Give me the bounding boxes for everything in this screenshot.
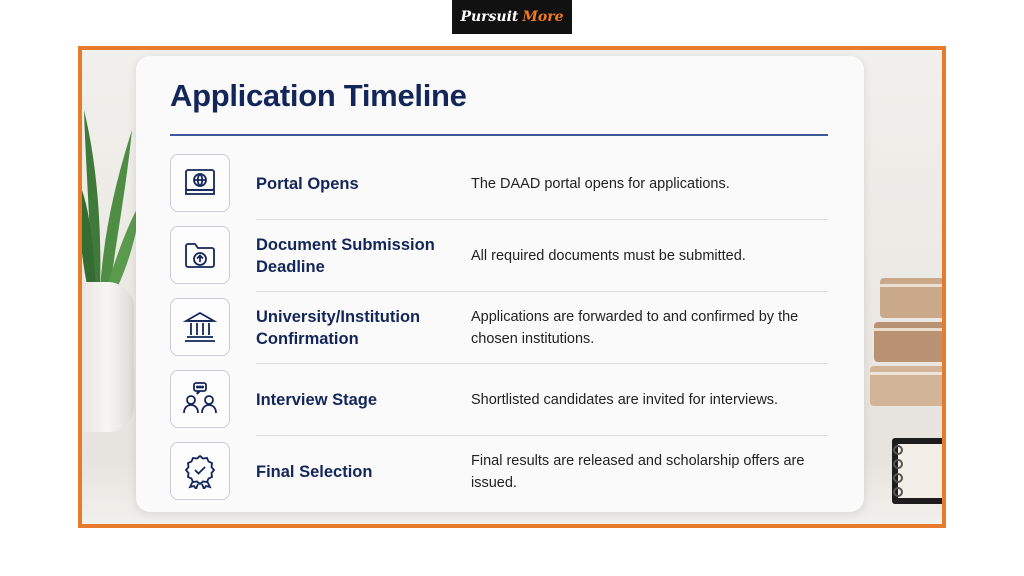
brand-name: Pursuit [460, 9, 519, 25]
brand-accent: More [522, 9, 564, 25]
row-title: Portal Opens [256, 175, 359, 193]
row-description: All required documents must be submitted. [471, 248, 746, 264]
university-building-icon [170, 298, 230, 356]
row-description: Applications are forwarded to and confirmed by the chosen institutions. [471, 309, 799, 347]
timeline-row [170, 148, 828, 220]
timeline-card [136, 56, 864, 512]
row-title: Interview Stage [256, 391, 378, 409]
row-title: Document Submission Deadline [256, 236, 435, 276]
slide-frame [78, 46, 946, 528]
books-stack-icon [870, 278, 942, 408]
page-title: Application Timeline [170, 78, 467, 113]
notebook-icon [886, 428, 942, 508]
plant-leaves-icon [82, 100, 142, 300]
row-description: Final results are released and scholarship offers are issued. [471, 453, 805, 491]
row-description: The DAAD portal opens for applications. [471, 176, 730, 192]
row-title: University/Institution Confirmation [256, 308, 421, 348]
brand-badge [452, 0, 572, 34]
row-description: Shortlisted candidates are invited for interviews. [471, 392, 779, 408]
award-badge-icon [170, 442, 230, 500]
timeline-list [170, 148, 828, 508]
timeline-row [170, 436, 828, 508]
timeline-row [170, 220, 828, 292]
interview-people-icon [170, 370, 230, 428]
timeline-row [170, 364, 828, 436]
folder-upload-icon [170, 226, 230, 284]
row-title: Final Selection [256, 463, 373, 481]
timeline-row [170, 292, 828, 364]
title-underline [170, 134, 828, 136]
plant-pot [82, 282, 134, 432]
laptop-globe-icon [170, 154, 230, 212]
